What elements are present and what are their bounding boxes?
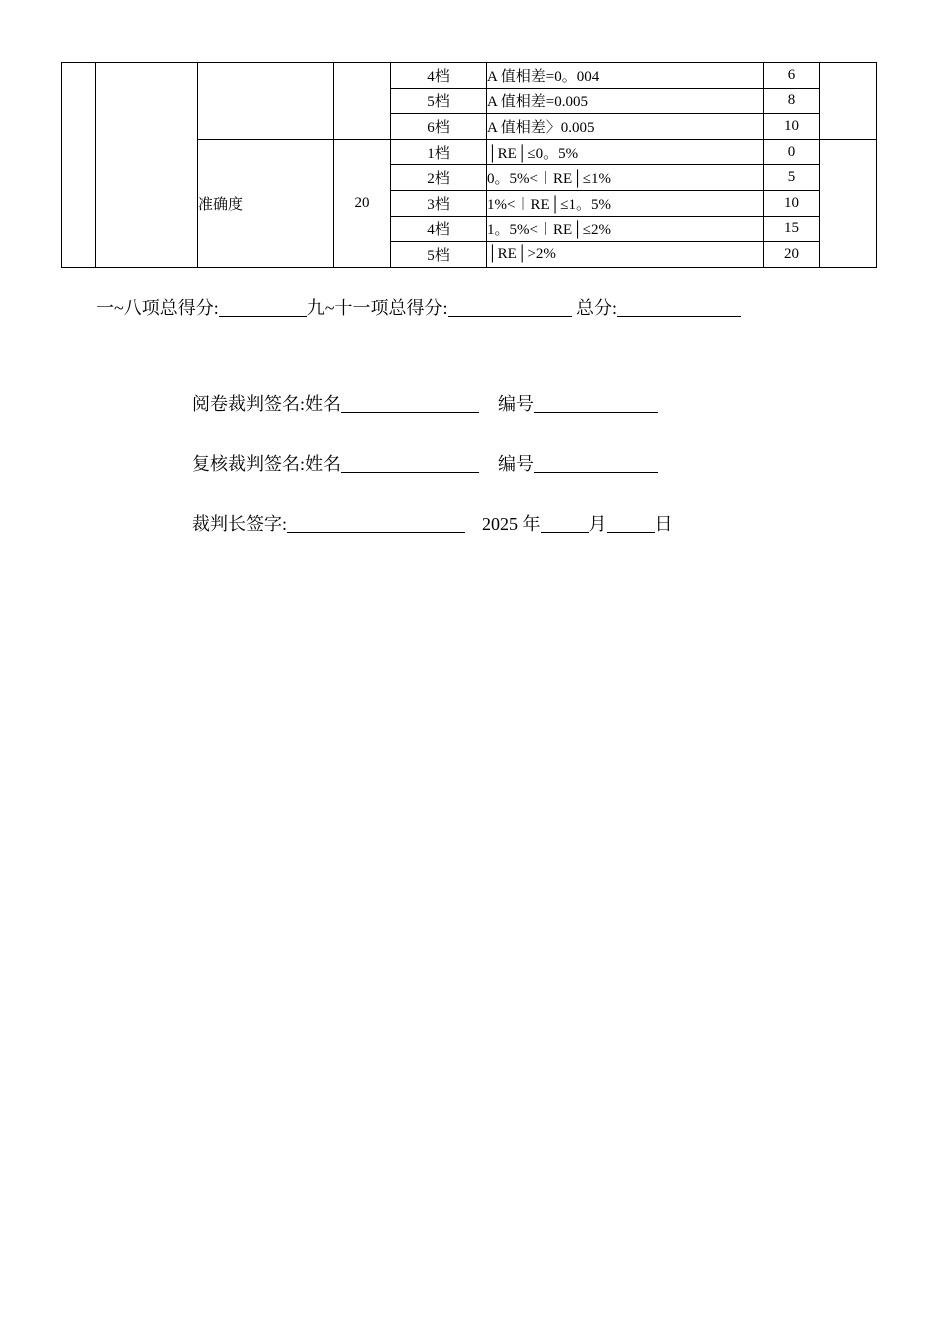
chief-label: 裁判长签字:: [192, 514, 288, 534]
level-cell: 3档: [391, 190, 487, 216]
criterion-cell: A 值相差=0。004: [487, 63, 764, 89]
total-1-8-blank[interactable]: [219, 298, 307, 317]
level-cell: 2档: [391, 165, 487, 191]
score-cell: 6: [764, 63, 820, 89]
blank-cell: [198, 63, 334, 140]
reviewer-name-label: 阅卷裁判签名:姓名: [192, 394, 342, 414]
level-cell: 4档: [391, 63, 487, 89]
year-label: 2025 年: [482, 514, 541, 534]
total-1-8-label: 一~八项总得分:: [96, 298, 219, 318]
criterion-cell: A 值相差=0.005: [487, 88, 764, 114]
score-cell: 8: [764, 88, 820, 114]
totals-line: [96, 294, 741, 320]
criterion-cell: │RE│≤0。5%: [487, 139, 764, 165]
grand-total-blank[interactable]: [617, 298, 741, 317]
blank-cell: [62, 63, 96, 268]
blank-cell: [820, 139, 877, 267]
level-cell: 6档: [391, 114, 487, 140]
total-9-11-blank[interactable]: [448, 298, 572, 317]
score-cell: 10: [764, 190, 820, 216]
points-cell: 20: [334, 139, 391, 267]
scoring-table: [61, 62, 877, 268]
item-name-cell: 准确度: [198, 139, 334, 267]
reviewer-signature-line: [192, 390, 658, 416]
blank-cell: [334, 63, 391, 140]
rechecker-name-label: 复核裁判签名:姓名: [192, 454, 342, 474]
chief-signature-line: [192, 510, 673, 536]
total-9-11-label: 九~十一项总得分:: [306, 298, 448, 318]
criterion-cell: 1%<︱RE│≤1。5%: [487, 190, 764, 216]
rechecker-number-label: 编号: [498, 454, 535, 474]
criterion-cell: 1。5%<︱RE│≤2%: [487, 216, 764, 242]
score-cell: 20: [764, 242, 820, 268]
criterion-cell: 0。5%<︱RE│≤1%: [487, 165, 764, 191]
score-cell: 10: [764, 114, 820, 140]
rechecker-name-blank[interactable]: [341, 454, 479, 473]
blank-cell: [820, 63, 877, 140]
level-cell: 4档: [391, 216, 487, 242]
criterion-cell: A 值相差〉0.005: [487, 114, 764, 140]
level-cell: 1档: [391, 139, 487, 165]
reviewer-name-blank[interactable]: [341, 394, 479, 413]
chief-signature-blank[interactable]: [287, 514, 465, 533]
level-cell: 5档: [391, 88, 487, 114]
score-cell: 15: [764, 216, 820, 242]
score-cell: 5: [764, 165, 820, 191]
rechecker-signature-line: [192, 450, 658, 476]
criterion-cell: │RE│>2%: [487, 242, 764, 268]
day-label: 日: [654, 514, 673, 534]
day-blank[interactable]: [607, 514, 655, 533]
month-label: 月: [588, 514, 607, 534]
table-row: [62, 63, 877, 89]
reviewer-number-label: 编号: [498, 394, 535, 414]
reviewer-number-blank[interactable]: [534, 394, 658, 413]
level-cell: 5档: [391, 242, 487, 268]
grand-total-label: 总分:: [576, 298, 618, 318]
score-cell: 0: [764, 139, 820, 165]
month-blank[interactable]: [541, 514, 589, 533]
blank-cell: [96, 63, 198, 268]
rechecker-number-blank[interactable]: [534, 454, 658, 473]
